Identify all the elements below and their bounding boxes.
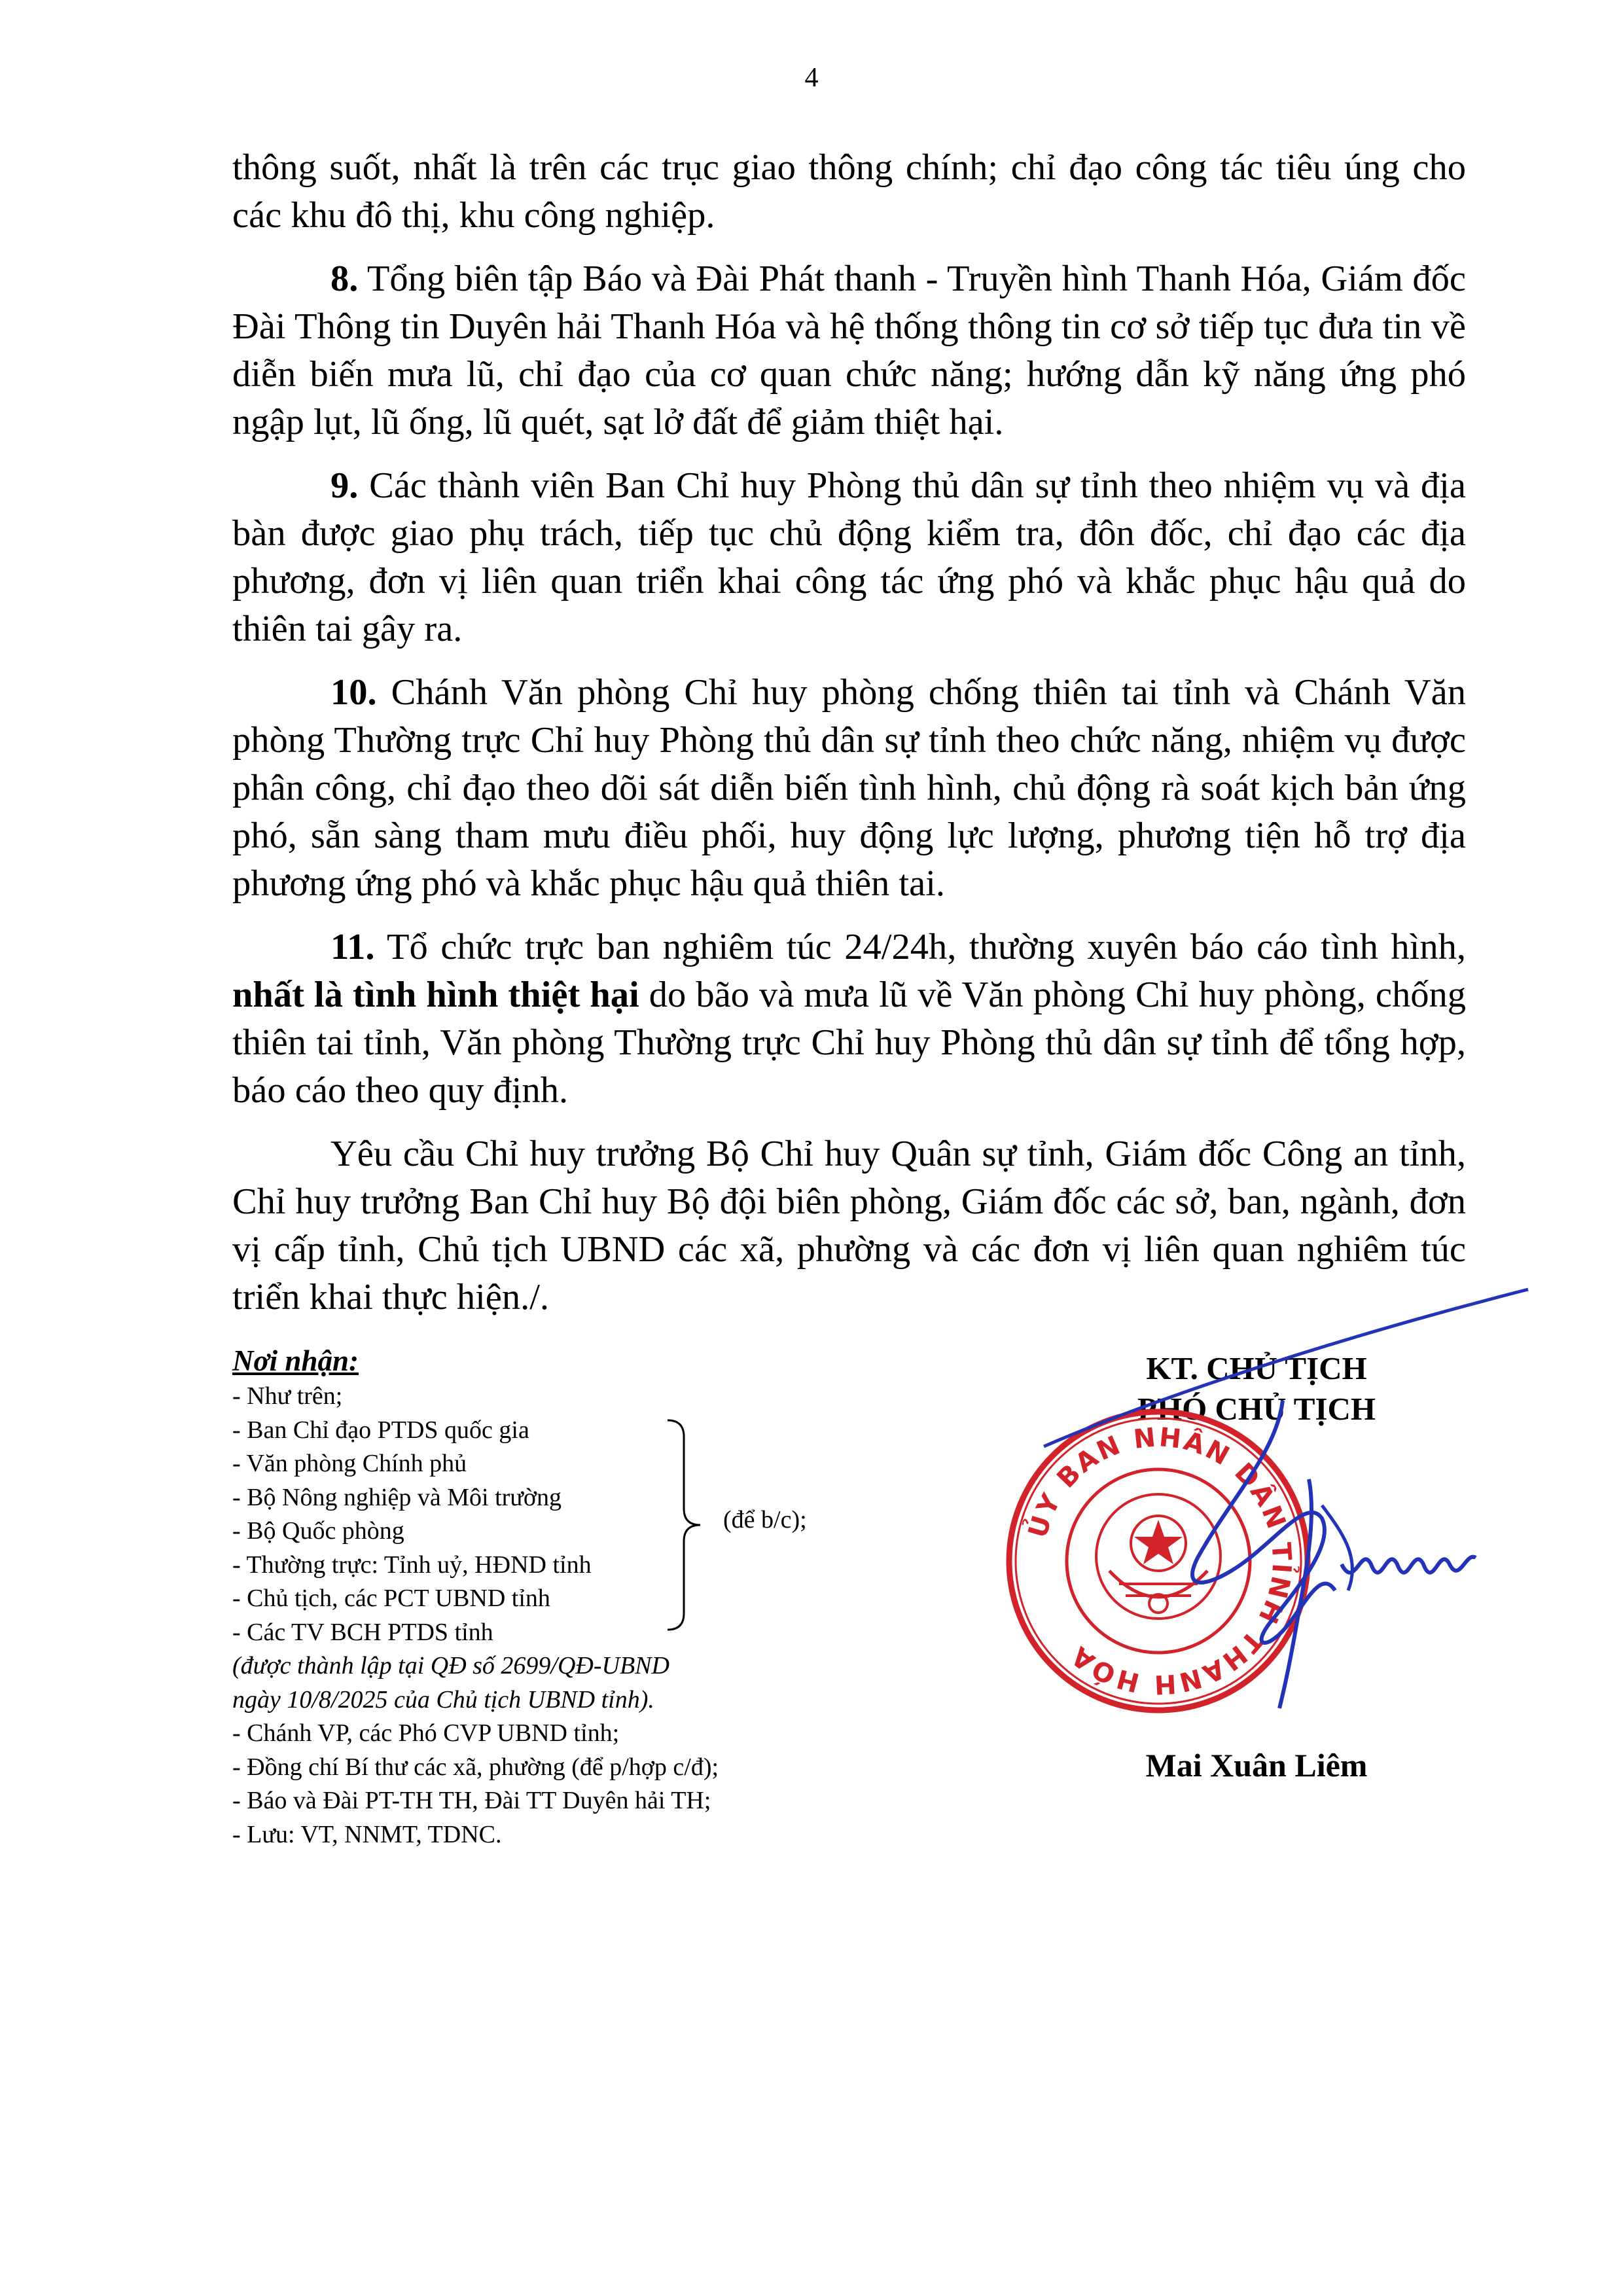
recipient-note: ngày 10/8/2025 của Chủ tịch UBND tỉnh). — [232, 1685, 654, 1713]
stamp-ring-text: ỦY BAN NHÂN DÂN TỈNH THANH HÓA — [1022, 1422, 1297, 1700]
recipient-item: - Báo và Đài PT-TH TH, Đài TT Duyên hải TH; — [232, 1787, 711, 1814]
paragraph-text: do bão và mưa lũ về Văn phòng Chỉ huy phòng, chống thiên tai tỉnh, Văn phòng Thường trực Chỉ huy Phòng thủ dân sự tỉnh để tổng hợp, báo cáo theo quy định. — [232, 975, 1466, 1111]
recipient-item: - Các TV BCH PTDS tỉnh — [232, 1618, 493, 1646]
paragraph-text: Chánh Văn phòng Chỉ huy phòng chống thiên tai tỉnh và Chánh Văn phòng Thường trực Chỉ huy Phòng thủ dân sự tỉnh theo chức năng, nhiệm vụ được phân công, chỉ đạo theo dõi sát diễn biến tình hình, chủ động rà soát kịch bản ứng phó, sẵn sàng tham mưu điều phối, huy động lực lượng, phương tiện hỗ trợ địa phương ứng phó và khắc phục hậu quả thiên tai. — [232, 672, 1466, 904]
paragraph-continuation — [232, 144, 1466, 240]
paragraph-text: Tổng biên tập Báo và Đài Phát thanh - Truyền hình Thanh Hóa, Giám đốc Đài Thông tin Duyên hải Thanh Hóa và hệ thống thông tin cơ sở tiếp tục đưa tin về diễn biến mưa lũ, chỉ đạo của cơ quan chức năng; hướng dẫn kỹ năng ứng phó ngập lụt, lũ ống, lũ quét, sạt lở đất để giảm thiệt hại. — [232, 259, 1466, 442]
curly-brace-icon — [664, 1417, 704, 1633]
paragraph-11 — [232, 924, 1466, 1115]
paragraph-text: Yêu cầu Chỉ huy trưởng Bộ Chỉ huy Quân sự tỉnh, Giám đốc Công an tỉnh, Chỉ huy trưởng Ban Chỉ huy Bộ đội biên phòng, Giám đốc các sở, ban, ngành, đơn vị cấp tỉnh, Chủ tịch UBND các xã, phường và các đơn vị liên quan nghiêm túc triển khai thực hiện./. — [232, 1134, 1466, 1318]
handwritten-signature — [1034, 1283, 1531, 1741]
paragraph-number: 9. — [330, 465, 359, 506]
paragraph-text: Tổ chức trực ban nghiêm túc 24/24h, thường xuyên báo cáo tình hình, — [374, 927, 1466, 967]
signature-title-line1: KT. CHỦ TỊCH — [1146, 1350, 1367, 1386]
recipient-note: (được thành lập tại QĐ số 2699/QĐ-UBND — [232, 1652, 669, 1679]
paragraph-9 — [232, 462, 1466, 653]
paragraph-text: thông suốt, nhất là trên các trục giao thông chính; chỉ đạo công tác tiêu úng cho các khu đô thị, khu công nghiệp. — [232, 147, 1466, 236]
recipient-item: - Bộ Quốc phòng — [232, 1517, 404, 1545]
recipient-item: - Lưu: VT, NNMT, TDNC. — [232, 1820, 502, 1848]
signer-name: Mai Xuân Liêm — [1145, 1747, 1368, 1784]
recipient-item: - Đồng chí Bí thư các xã, phường (để p/hợp c/đ); — [232, 1753, 719, 1781]
paragraph-text: Các thành viên Ban Chỉ huy Phòng thủ dân sự tỉnh theo nhiệm vụ và địa bàn được giao phụ trách, tiếp tục chủ động kiểm tra, đôn đốc, chỉ đạo các địa phương, đơn vị liên quan triển khai công tác ứng phó và khắc phục hậu quả do thiên tai gây ra. — [232, 465, 1466, 649]
recipient-item: - Bộ Nông nghiệp và Môi trường — [232, 1483, 562, 1511]
paragraph-number: 8. — [330, 259, 359, 299]
recipient-item: - Ban Chỉ đạo PTDS quốc gia — [232, 1416, 529, 1444]
paragraph-number: 11. — [330, 927, 375, 967]
page-number: 4 — [804, 63, 819, 93]
recipient-item: - Chánh VP, các Phó CVP UBND tỉnh; — [232, 1719, 620, 1747]
recipients-block — [232, 1342, 952, 1852]
recipient-item: - Văn phòng Chính phủ — [232, 1450, 467, 1477]
emphasis-text: nhất là tình hình thiệt hại — [232, 975, 639, 1015]
brace-note: (để b/c); — [723, 1506, 807, 1534]
recipient-item: - Chủ tịch, các PCT UBND tỉnh — [232, 1585, 550, 1612]
signature-title-line2: PHÓ CHỦ TỊCH — [1137, 1391, 1376, 1427]
recipient-item: - Như trên; — [232, 1382, 343, 1410]
paragraph-number: 10. — [330, 672, 377, 713]
recipients-heading: Nơi nhận: — [232, 1344, 359, 1377]
paragraph-10 — [232, 669, 1466, 908]
document-body — [232, 144, 1466, 1337]
recipient-item: - Thường trực: Tỉnh uỷ, HĐND tỉnh — [232, 1551, 592, 1579]
paragraph-8 — [232, 255, 1466, 446]
